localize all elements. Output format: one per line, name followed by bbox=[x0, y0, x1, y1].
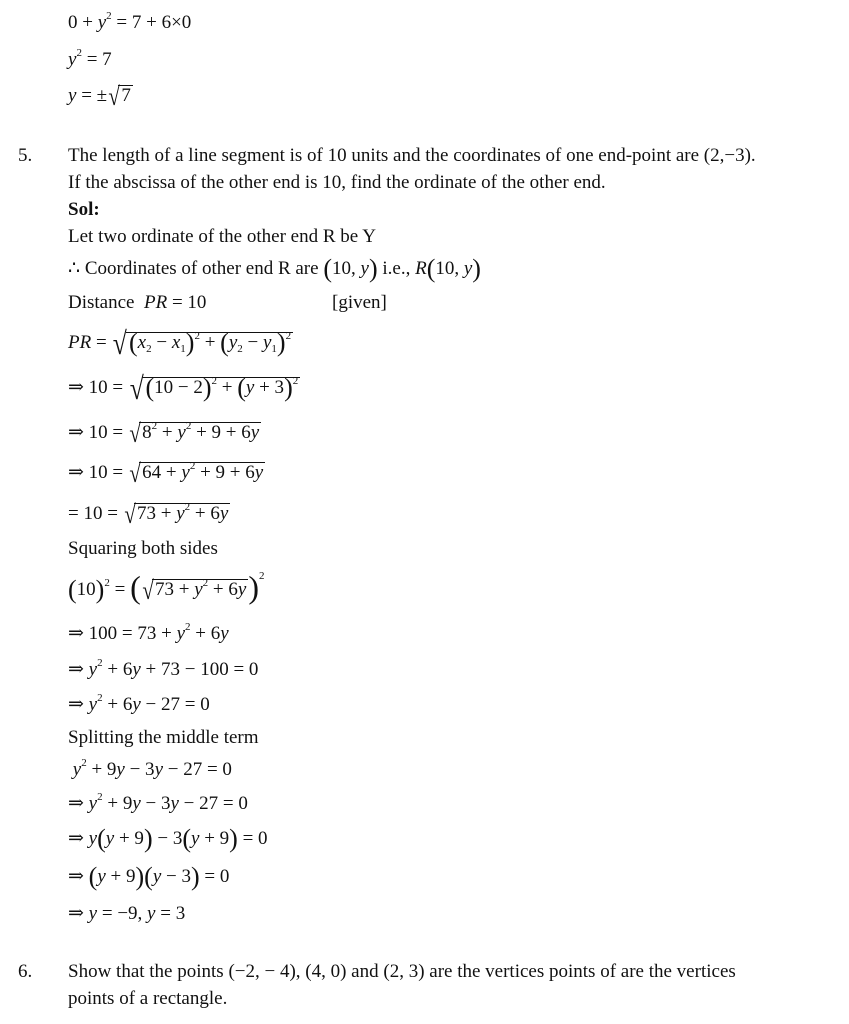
step-12: ⇒ (y + 9)(y − 3) = 0 bbox=[68, 862, 230, 891]
step-7: ⇒ $y^2 + 6y + 73 - 100 = 0$ bbox=[68, 657, 259, 680]
top-eq-3: y = ±√7 bbox=[68, 82, 131, 111]
distance-line: Distance PR = 10 bbox=[68, 292, 207, 313]
step-10: ⇒ $y^2 + 9y - 3y - 27 = 0$ bbox=[68, 791, 248, 814]
step-6: ⇒ $100 = 73 + y^2 + 6y$ bbox=[68, 621, 229, 644]
distance-formula: PR = $√(x_2 - x_1)^2 + (y_2 - y_1)^2$ bbox=[68, 325, 292, 361]
step-11: ⇒ y(y + 9) − 3(y + 9) = 0 bbox=[68, 824, 268, 853]
step-1: ⇒ $10 = √(10 - 2)^2 + (y + 3)^2$ bbox=[68, 370, 299, 406]
question-5-text-1: The length of a line segment is of 10 units and the coordinates of one end-point are (2,−3). bbox=[68, 145, 756, 166]
given-note: [given] bbox=[332, 292, 387, 313]
step-2: ⇒ $10 = √8^2 + y^2 + 9 + 6y$ bbox=[68, 419, 260, 448]
step-4: = $10 = √73 + y^2 + 6y$ bbox=[68, 500, 229, 529]
question-5-text-2: If the abscissa of the other end is 10, find the ordinate of the other end. bbox=[68, 172, 606, 193]
step-5: $(10)^2 = (√73 + y^2 + 6y)^2$ bbox=[68, 569, 265, 605]
question-number-6: 6. bbox=[18, 961, 33, 982]
top-eq-2: $y^2 = 7$ bbox=[68, 47, 112, 70]
top-eq-1: $0 + y^2 = 7 + 6\times 0$ bbox=[68, 10, 192, 33]
question-6-text-1: Show that the points (−2, − 4), (4, 0) and (2, 3) are the vertices points of are the vertices bbox=[68, 961, 736, 982]
splitting-label: Splitting the middle term bbox=[68, 727, 259, 748]
question-6-text-2: points of a rectangle. bbox=[68, 988, 228, 1009]
squaring-label: Squaring both sides bbox=[68, 538, 218, 559]
solution-let-line: Let two ordinate of the other end R be Y bbox=[68, 226, 376, 247]
step-3: ⇒ $10 = √64 + y^2 + 9 + 6y$ bbox=[68, 459, 264, 488]
step-9: $y^2 + 9y - 3y - 27 = 0$ bbox=[72, 757, 232, 780]
solution-label: Sol: bbox=[68, 199, 100, 220]
step-8: ⇒ $y^2 + 6y - 27 = 0$ bbox=[68, 692, 210, 715]
question-number-5: 5. bbox=[18, 145, 33, 166]
step-13: ⇒ y = −9, y = 3 bbox=[68, 903, 186, 924]
coordinates-line: ∴ Coordinates of other end R are (10, y) i.e., R(10, y) bbox=[68, 254, 481, 283]
